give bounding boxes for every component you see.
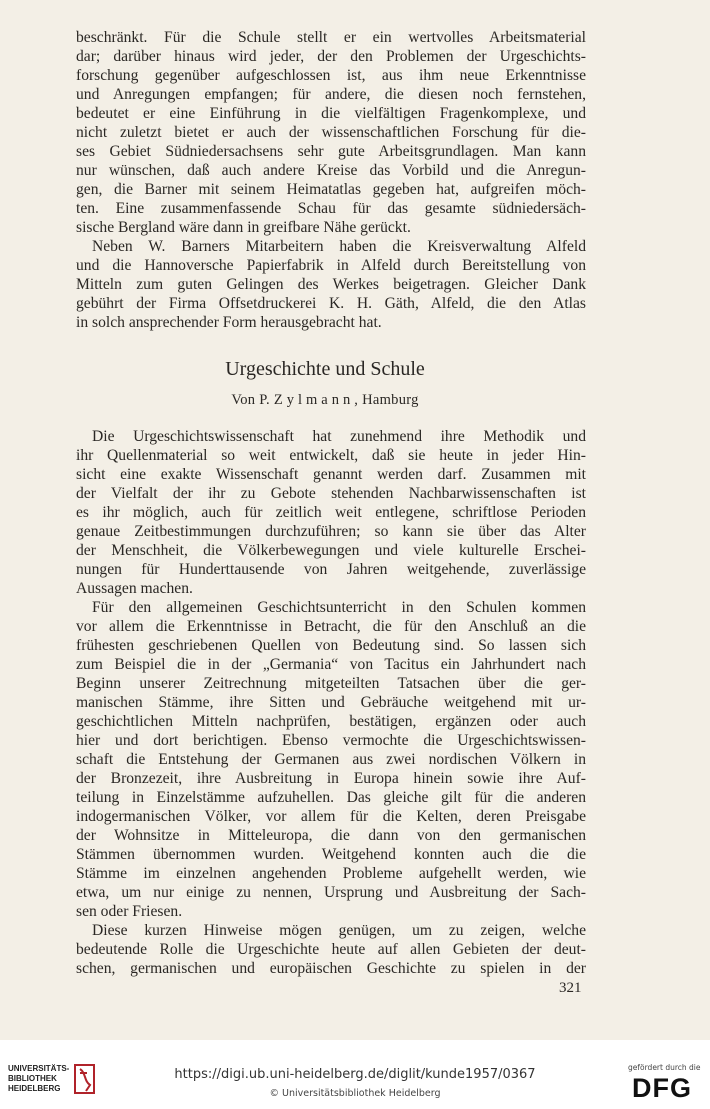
author-location: , Hamburg [354, 392, 419, 408]
text-line: hier und dort berichtigen. Ebenso vermochte die Urgeschichtswissen- [76, 732, 586, 749]
text-line: beschränkt. Für die Schule stellt er ein wertvolles Arbeitsmaterial [76, 29, 586, 46]
copyright-notice: © Universitätsbibliothek Heidelberg [269, 1088, 441, 1099]
text-line: der Bronzezeit, ihre Ausbreitung in Europa hinein sowie ihre Auf- [76, 770, 586, 787]
text-line: Stämme im einzelnen angehenden Probleme aufgehellt werden, wie [76, 865, 586, 882]
text-line: gebührt der Firma Offsetdruckerei K. H. Gäth, Alfeld, die den Atlas [76, 295, 586, 312]
text-line: in solch ansprechender Form herausgebracht hat. [76, 314, 382, 331]
article-byline [0, 392, 650, 409]
dfg-logo: DFG [632, 1073, 692, 1103]
text-line: sen oder Friesen. [76, 903, 183, 920]
text-line: Stämmen übernommen wurden. Weitgehend konnten auch die die [76, 846, 586, 863]
text-line: dar; darüber hinaus wird jeder, der den Problemen der Urgeschichts- [76, 48, 586, 65]
text-line: nur wünschen, daß auch andere Kreise das Vorbild und die Anregun- [76, 162, 586, 179]
text-line: frühesten geschriebenen Quellen von Bedeutung sind. So lassen sich [76, 637, 586, 654]
text-line: es ihr möglich, auch für zeitlich weit entlegene, schriftlose Perioden [76, 504, 586, 521]
text-line: genaue Zeitbestimmungen durchzuführen; so kann sie über das Alter [76, 523, 586, 540]
text-line: forschung gegenüber aufgeschlossen ist, aus ihm neue Erkenntnisse [76, 67, 586, 84]
text-line: nungen für Hunderttausende von Jahren weitgehende, zuverlässige [76, 561, 586, 578]
permalink-url[interactable]: https://digi.ub.uni-heidelberg.de/diglit/kunde1957/0367 [174, 1067, 536, 1082]
text-line: zum Beispiel die in der „Germania“ von Tacitus ein Jahrhundert nach [76, 656, 586, 673]
text-line: ihr Quellenmaterial so weit entwickelt, daß sie heute in jeder Hin- [76, 447, 586, 464]
page-number: 321 [559, 980, 582, 996]
text-line: Für den allgemeinen Geschichtsunterricht in den Schulen kommen [92, 599, 586, 616]
text-line: Neben W. Barners Mitarbeitern haben die Kreisverwaltung Alfeld [92, 238, 586, 255]
text-line: und die Hannoversche Papierfabrik in Alfeld durch Bereitstellung von [76, 257, 586, 274]
text-line: bedeutet er eine Einführung in die vielfältigen Fragenkomplexe, und [76, 105, 586, 122]
library-line: HEIDELBERG [8, 1084, 61, 1093]
text-line: der Wohnsitze in Mitteleuropa, die dann von den germanischen [76, 827, 586, 844]
funding-note: gefördert durch die [628, 1063, 701, 1072]
text-line: sicht eine exakte Wissenschaft genannt werden darf. Zusammen mit [76, 466, 586, 483]
text-line: Mitteln zum guten Gelingen des Werkes beigetragen. Gleicher Dank [76, 276, 586, 293]
text-line: der Menschheit, die Völkerbewegungen und viele kulturelle Erschei- [76, 542, 586, 559]
text-line: bedeutende Rolle die Urgeschichte heute auf allen Gebieten der deut- [76, 941, 586, 958]
text-line: indogermanischen Völker, vor allem für die Kelten, deren Preisgabe [76, 808, 586, 825]
author-name: Zylmann [273, 392, 355, 408]
text-line: ses Gebiet Südniedersachsens sehr gute Arbeitsgrundlagen. Man kann [76, 143, 586, 160]
text-line: und Anregungen empfangen; für andere, die diesen noch fernstehen, [76, 86, 586, 103]
text-line: der Vielfalt der ihr zu Gebote stehenden Nachbarwissenschaften ist [76, 485, 586, 502]
text-line: vor allem die Erkenntnisse in Betracht, die für den Anschluß an die [76, 618, 586, 635]
text-line: sische Bergland wäre dann in greifbare Nähe gerückt. [76, 219, 411, 236]
text-line: gen, die Barner mit seinem Heimatatlas gegeben hat, aufgreifen möch- [76, 181, 586, 198]
library-line: BIBLIOTHEK [8, 1074, 57, 1083]
text-line: schaft die Entstehung der Germanen aus zwei nordischen Völkern in [76, 751, 586, 768]
text-line: Die Urgeschichtswissenschaft hat zunehmend ihre Methodik und [92, 428, 586, 445]
article-title: Urgeschichte und Schule [225, 358, 425, 380]
text-line: Beginn unserer Zeitrechnung mitgeteilten Tatsachen über die ger- [76, 675, 586, 692]
library-line: UNIVERSITÄTS- [8, 1064, 70, 1073]
text-line: manischen Stämme, ihre Sitten und Gebräuche weitgehend mit ur- [76, 694, 586, 711]
text-line: etwa, um nur einige zu nennen, Ursprung und Ausbreitung der Sach- [76, 884, 586, 901]
byline-prefix: Von P. [231, 392, 270, 408]
text-line: schen, germanischen und europäischen Geschichte zu spielen in der [76, 960, 586, 977]
text-line: teilung in Einzelstämme aufzuhellen. Das gleiche gilt für die anderen [76, 789, 586, 806]
text-line: Aussagen machen. [76, 580, 193, 597]
text-line: geschichtlichen Mitteln nachprüfen, bestätigen, ergänzen oder auch [76, 713, 586, 730]
text-line: nicht zuletzt bietet er auch der wissenschaftlichen Forschung für die- [76, 124, 586, 141]
text-line: Diese kurzen Hinweise mögen genügen, um zu zeigen, welche [92, 922, 586, 939]
text-line: ten. Eine zusammenfassende Schau für das gesamte südniedersäch- [76, 200, 586, 217]
